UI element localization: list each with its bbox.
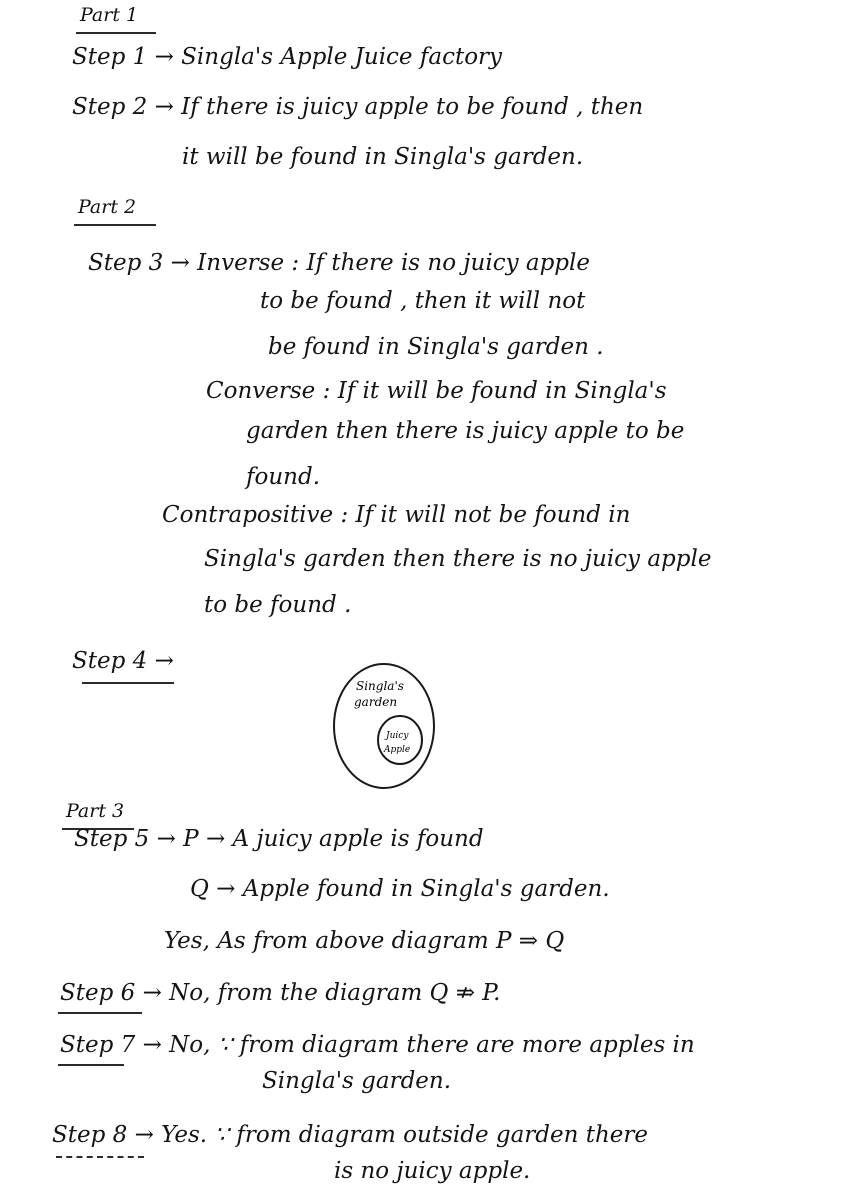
step3-line1: Step 3 → Inverse : If there is no juicy apple: [88, 250, 591, 276]
step6-underline: [58, 1012, 142, 1014]
juicy-apple-label-line2: Apple: [384, 745, 411, 755]
part2-heading: Part 2: [78, 196, 137, 218]
step6-text: Step 6 → No, from the diagram Q ⇏ P.: [60, 980, 501, 1006]
step7-underline: [58, 1064, 124, 1066]
step8-underline: [56, 1156, 144, 1158]
step4-underline: [82, 682, 174, 684]
part2-heading-underline: [74, 224, 156, 226]
contrapositive-line1: Contrapositive : If it will not be found in: [162, 502, 631, 528]
contrapositive-line2: Singla's garden then there is no juicy apple: [204, 546, 712, 572]
step8-line2: is no juicy apple.: [334, 1158, 531, 1184]
step5-line1: Step 5 → P → A juicy apple is found: [74, 826, 484, 852]
part1-heading: Part 1: [80, 4, 139, 26]
step2-line1: Step 2 → If there is juicy apple to be found , then: [72, 94, 644, 120]
step1-text: Step 1 → Singla's Apple Juice factory: [72, 44, 503, 70]
garden-label-line2: garden: [354, 695, 398, 709]
step2-line2: it will be found in Singla's garden.: [182, 144, 584, 170]
step5-line3: Yes, As from above diagram P ⇒ Q: [164, 928, 565, 954]
step8-line1: Step 8 → Yes. ∵ from diagram outside garden there: [52, 1122, 649, 1148]
part3-heading: Part 3: [66, 800, 125, 822]
step3-line3: be found in Singla's garden .: [268, 334, 604, 360]
converse-line2: garden then there is juicy apple to be: [246, 418, 685, 444]
step4-text: Step 4 →: [72, 648, 174, 674]
garden-label-line1: Singla's: [356, 679, 404, 693]
venn-diagram: [330, 660, 440, 790]
converse-line1: Converse : If it will be found in Singla's: [206, 378, 667, 404]
contrapositive-line3: to be found .: [204, 592, 352, 618]
step5-line2: Q → Apple found in Singla's garden.: [190, 876, 610, 902]
step7-line2: Singla's garden.: [262, 1068, 452, 1094]
converse-line3: found.: [246, 464, 321, 490]
step3-line2: to be found , then it will not: [260, 288, 586, 314]
juicy-apple-label-line1: Juicy: [386, 731, 409, 741]
step7-line1: Step 7 → No, ∵ from diagram there are more apples in: [60, 1032, 695, 1058]
part1-heading-underline: [76, 32, 156, 34]
